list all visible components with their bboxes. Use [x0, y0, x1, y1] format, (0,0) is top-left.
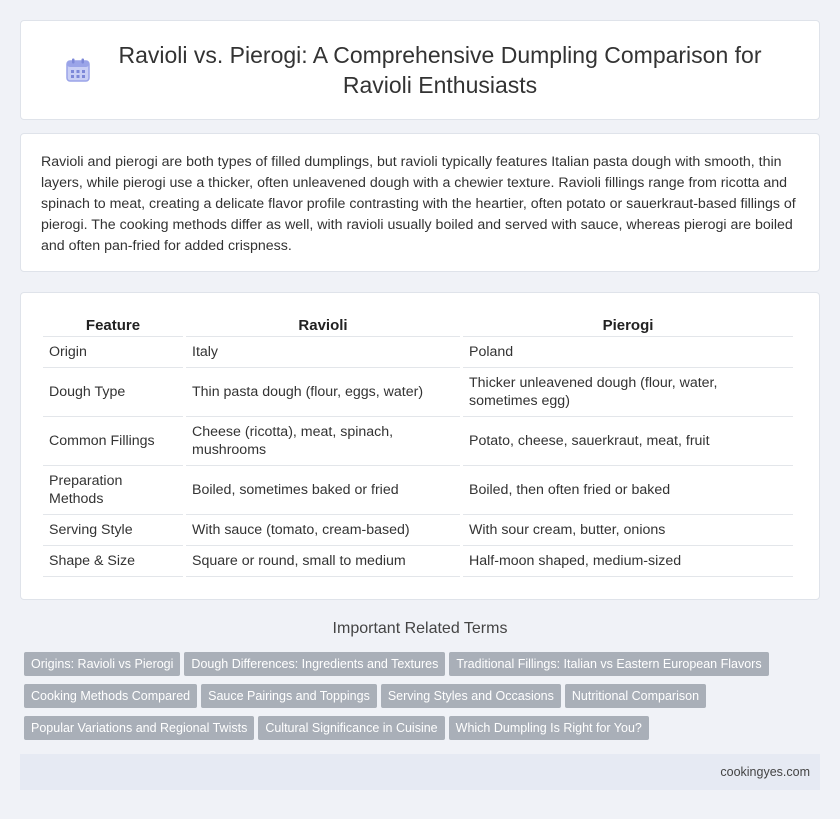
pierogi-cell: Boiled, then often fried or baked — [463, 466, 793, 515]
ravioli-cell: Cheese (ricotta), meat, spinach, mushrooms — [186, 417, 460, 466]
pierogi-cell: With sour cream, butter, onions — [463, 515, 793, 546]
comparison-table-card — [20, 292, 820, 600]
related-term-tag[interactable]: Nutritional Comparison — [565, 684, 706, 708]
feature-cell: Serving Style — [43, 515, 183, 546]
table-row — [43, 337, 793, 368]
column-header-pierogi: Pierogi — [463, 311, 793, 337]
pierogi-cell: Poland — [463, 337, 793, 368]
table-row — [43, 546, 793, 577]
ravioli-cell: With sauce (tomato, cream-based) — [186, 515, 460, 546]
page-title: Ravioli vs. Pierogi: A Comprehensive Dumpling Comparison for Ravioli Enthusiasts — [118, 42, 762, 98]
comparison-table — [40, 311, 796, 577]
ravioli-cell: Square or round, small to medium — [186, 546, 460, 577]
feature-cell: Preparation Methods — [43, 466, 183, 515]
calendar-icon — [65, 57, 91, 83]
related-term-tag[interactable]: Popular Variations and Regional Twists — [24, 716, 254, 740]
ravioli-cell: Thin pasta dough (flour, eggs, water) — [186, 368, 460, 417]
related-term-tag[interactable]: Cooking Methods Compared — [24, 684, 197, 708]
feature-cell: Common Fillings — [43, 417, 183, 466]
related-terms-heading: Important Related Terms — [332, 620, 508, 637]
related-term-tag[interactable]: Cultural Significance in Cuisine — [258, 716, 444, 740]
table-header-row — [43, 311, 793, 337]
related-term-tag[interactable]: Which Dumpling Is Right for You? — [449, 716, 649, 740]
column-header-ravioli: Ravioli — [186, 311, 460, 337]
footer — [20, 754, 820, 790]
footer-site-link[interactable]: cookingyes.com — [720, 765, 810, 779]
related-term-tag[interactable]: Origins: Ravioli vs Pierogi — [24, 652, 180, 676]
table-row — [43, 515, 793, 546]
table-row — [43, 417, 793, 466]
related-term-tag[interactable]: Serving Styles and Occasions — [381, 684, 561, 708]
ravioli-cell: Italy — [186, 337, 460, 368]
pierogi-cell: Half-moon shaped, medium-sized — [463, 546, 793, 577]
ravioli-cell: Boiled, sometimes baked or fried — [186, 466, 460, 515]
feature-cell: Shape & Size — [43, 546, 183, 577]
feature-cell: Origin — [43, 337, 183, 368]
table-row — [43, 368, 793, 417]
pierogi-cell: Thicker unleavened dough (flour, water, sometimes egg) — [463, 368, 793, 417]
feature-cell: Dough Type — [43, 368, 183, 417]
related-term-tag[interactable]: Dough Differences: Ingredients and Textures — [184, 652, 445, 676]
table-row — [43, 466, 793, 515]
header-card — [20, 20, 820, 120]
column-header-feature: Feature — [43, 311, 183, 337]
related-term-tag[interactable]: Sauce Pairings and Toppings — [201, 684, 377, 708]
related-terms-list — [24, 652, 824, 748]
intro-paragraph: Ravioli and pierogi are both types of filled dumplings, but ravioli typically features Italian pasta dough with smooth, thin layers, while pierogi use a thicker, often unleavened dough with a chewier texture. Ravioli fillings range from ricotta and spinach to meat, creating a delicate flavor profile contrasting with the heartier, often potato or sauerkraut-based fillings of pierogi. The cooking methods differ as well, with ravioli usually boiled and served with sauce, whereas pierogi are boiled and often pan-fried for added crispness. — [41, 154, 796, 254]
pierogi-cell: Potato, cheese, sauerkraut, meat, fruit — [463, 417, 793, 466]
related-term-tag[interactable]: Traditional Fillings: Italian vs Eastern European Flavors — [449, 652, 768, 676]
intro-card — [20, 133, 820, 272]
